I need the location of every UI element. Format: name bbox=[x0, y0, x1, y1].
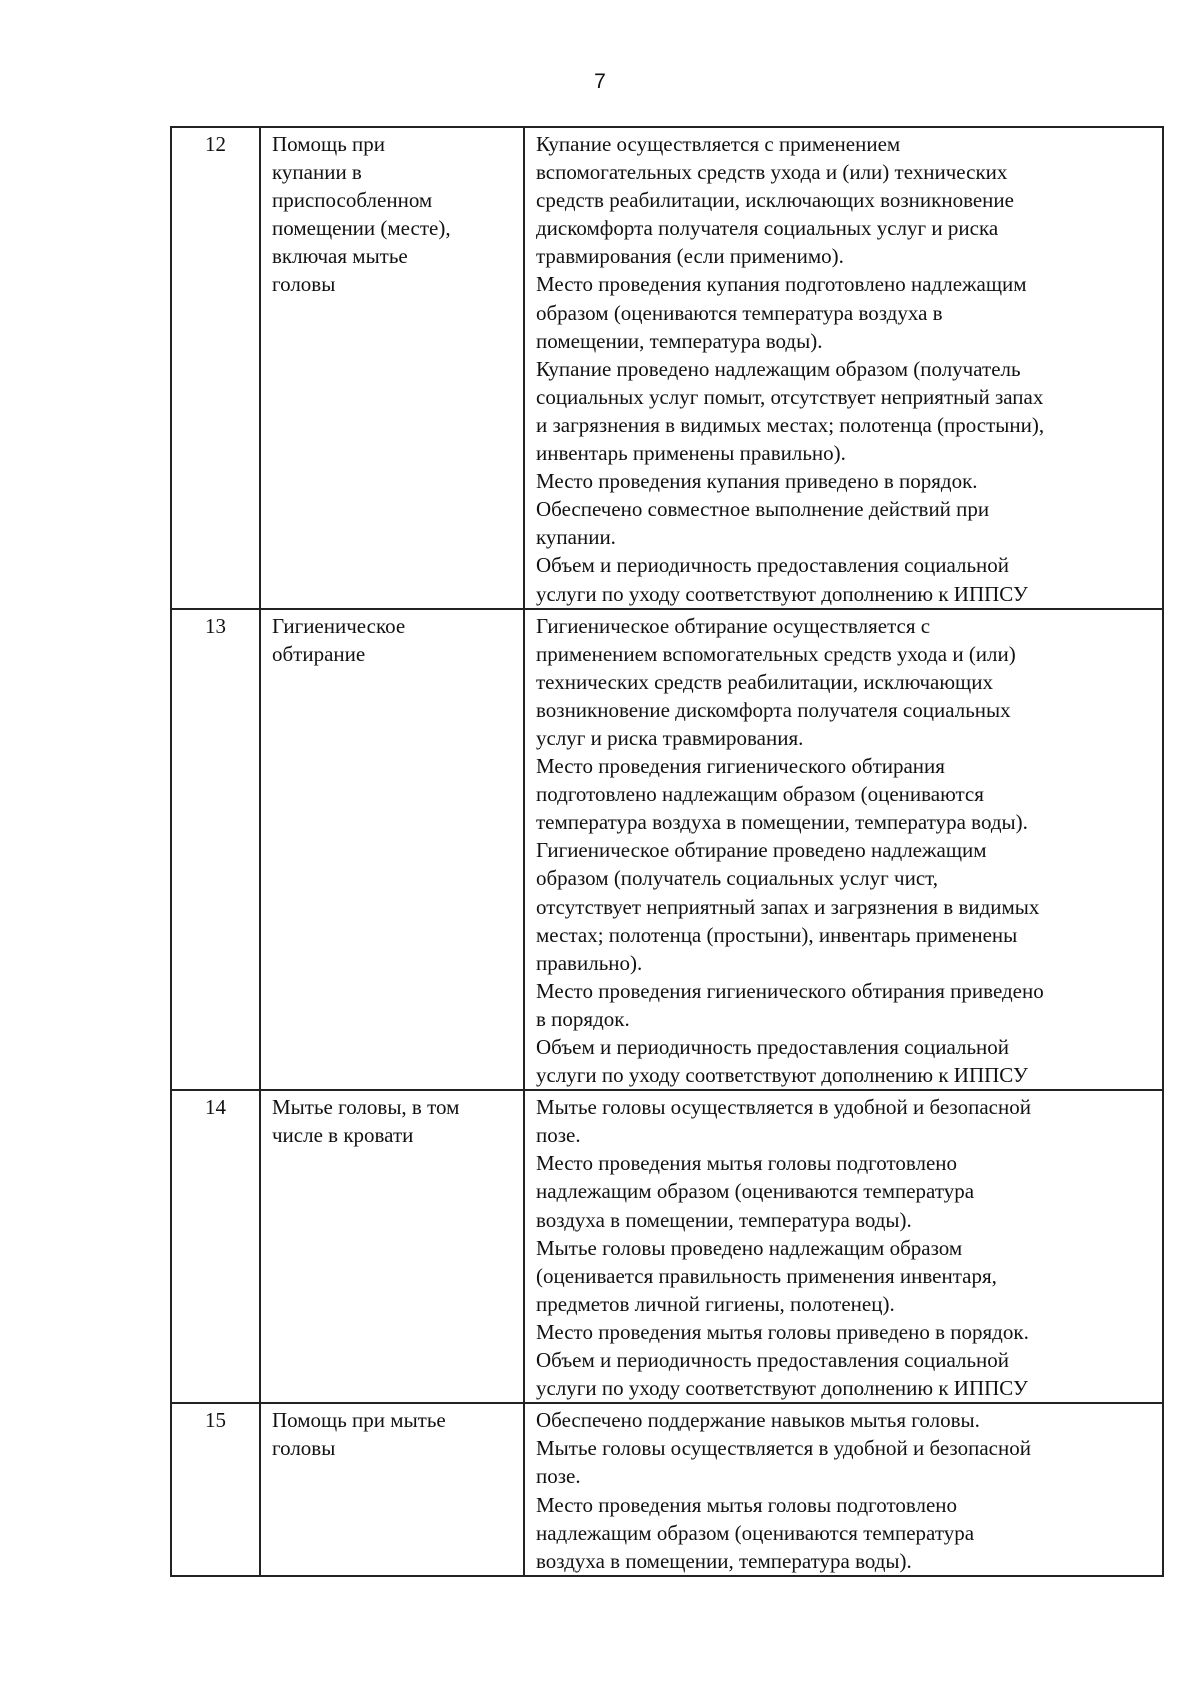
service-description-line: предметов личной гигиены, полотенец). bbox=[536, 1291, 895, 1316]
page-number: 7 bbox=[594, 70, 606, 93]
service-description-line: Место проведения мытья головы подготовлено bbox=[536, 1492, 958, 1517]
table-row bbox=[171, 1090, 1163, 1403]
service-description-line: применением вспомогательных средств ухода и (или) bbox=[536, 641, 1016, 666]
service-description-cell bbox=[524, 1090, 1163, 1403]
row-number-cell bbox=[171, 1090, 260, 1403]
service-name-line: включая мытье bbox=[272, 244, 408, 269]
service-name-cell bbox=[260, 127, 524, 609]
service-description-line: услуги по уходу соответствуют дополнению к ИППСУ bbox=[536, 1376, 1028, 1401]
service-name-line: помещении (месте), bbox=[272, 216, 451, 241]
service-description-line: Мытье головы осуществляется в удобной и безопасной bbox=[536, 1095, 1031, 1120]
service-description-line: образом (получатель социальных услуг чист, bbox=[536, 866, 938, 891]
service-description-line: Место проведения купания приведено в порядок. bbox=[536, 469, 978, 494]
service-description-line: Обеспечено поддержание навыков мытья головы. bbox=[536, 1408, 980, 1433]
service-description-line: температура воздуха в помещении, температура воды). bbox=[536, 810, 1028, 835]
service-description-line: подготовлено надлежащим образом (оцениваются bbox=[536, 782, 984, 807]
row-number-cell bbox=[171, 609, 260, 1091]
service-description-line: в порядок. bbox=[536, 1006, 630, 1031]
table-row bbox=[171, 609, 1163, 1091]
service-description-line: местах; полотенца (простыни), инвентарь применены bbox=[536, 922, 1018, 947]
service-description-line: образом (оцениваются температура воздуха в bbox=[536, 300, 943, 325]
service-description-line: Гигиеническое обтирание проведено надлежащим bbox=[536, 838, 987, 863]
service-name-cell bbox=[260, 1090, 524, 1403]
row-number: 13 bbox=[205, 613, 226, 638]
service-description-line: Место проведения мытья головы приведено в порядок. bbox=[536, 1319, 1029, 1344]
service-description-line: Место проведения мытья головы подготовлено bbox=[536, 1151, 958, 1176]
service-description-line: возникновение дискомфорта получателя социальных bbox=[536, 697, 1011, 722]
service-description-line: помещении, температура воды). bbox=[536, 328, 823, 353]
service-description-cell bbox=[524, 609, 1163, 1091]
service-description-line: отсутствует неприятный запах и загрязнения в видимых bbox=[536, 894, 1040, 919]
service-name-line: Гигиеническое bbox=[272, 613, 406, 638]
service-description-line: социальных услуг помыт, отсутствует неприятный запах bbox=[536, 384, 1044, 409]
service-description-line: Место проведения гигиенического обтирания приведено bbox=[536, 978, 1044, 1003]
service-description-line: Купание осуществляется с применением bbox=[536, 132, 901, 156]
services-table bbox=[170, 126, 1164, 1577]
service-name-line: обтирание bbox=[272, 641, 366, 666]
service-name-line: купании в bbox=[272, 160, 362, 185]
service-description-line: Место проведения гигиенического обтирания bbox=[536, 754, 945, 779]
service-description-cell bbox=[524, 1403, 1163, 1576]
service-description-line: Объем и периодичность предоставления социальной bbox=[536, 553, 1010, 578]
service-name-line: приспособленном bbox=[272, 188, 433, 213]
service-description-line: купании. bbox=[536, 525, 616, 550]
service-description-line: дискомфорта получателя социальных услуг и риска bbox=[536, 216, 999, 241]
service-description-line: позе. bbox=[536, 1123, 581, 1148]
service-description-line: средств реабилитации, исключающих возникновение bbox=[536, 188, 1014, 213]
service-name-line: головы bbox=[272, 272, 336, 297]
service-description-line: надлежащим образом (оцениваются температура bbox=[536, 1520, 975, 1545]
service-name-line: Помощь при мытье bbox=[272, 1408, 446, 1433]
service-name-line: Помощь при bbox=[272, 132, 386, 156]
service-description-line: правильно). bbox=[536, 950, 643, 975]
table-row bbox=[171, 127, 1163, 609]
service-description-line: услуги по уходу соответствуют дополнению к ИППСУ bbox=[536, 581, 1028, 606]
service-description-line: воздуха в помещении, температура воды). bbox=[536, 1548, 912, 1573]
service-description-line: Мытье головы осуществляется в удобной и безопасной bbox=[536, 1436, 1031, 1461]
service-description-line: позе. bbox=[536, 1464, 581, 1489]
service-description-line: вспомогательных средств ухода и (или) технических bbox=[536, 160, 1008, 185]
service-description-line: Место проведения купания подготовлено надлежащим bbox=[536, 272, 1027, 297]
service-description-cell bbox=[524, 127, 1163, 609]
service-description-line: Объем и периодичность предоставления социальной bbox=[536, 1348, 1010, 1373]
service-description-line: надлежащим образом (оцениваются температура bbox=[536, 1179, 975, 1204]
service-description-line: Мытье головы проведено надлежащим образом bbox=[536, 1235, 963, 1260]
table-row bbox=[171, 1403, 1163, 1576]
service-name-cell bbox=[260, 609, 524, 1091]
row-number: 12 bbox=[205, 132, 226, 156]
service-description-line: травмирования (если применимо). bbox=[536, 244, 844, 269]
service-description-line: Обеспечено совместное выполнение действий при bbox=[536, 497, 990, 522]
table-body bbox=[171, 127, 1163, 1576]
service-description-line: Гигиеническое обтирание осуществляется с bbox=[536, 613, 931, 638]
service-name-line: головы bbox=[272, 1436, 336, 1461]
service-description-line: технических средств реабилитации, исключающих bbox=[536, 669, 993, 694]
row-number: 14 bbox=[205, 1095, 226, 1120]
service-description-line: услуги по уходу соответствуют дополнению к ИППСУ bbox=[536, 1063, 1028, 1088]
row-number-cell bbox=[171, 1403, 260, 1576]
service-description-line: и загрязнения в видимых местах; полотенца (простыни), bbox=[536, 412, 1045, 437]
service-description-line: Купание проведено надлежащим образом (получатель bbox=[536, 356, 1021, 381]
service-name-cell bbox=[260, 1403, 524, 1576]
service-description-line: услуг и риска травмирования. bbox=[536, 725, 804, 750]
service-name-line: Мытье головы, в том bbox=[272, 1095, 460, 1120]
service-description-line: (оценивается правильность применения инвентаря, bbox=[536, 1263, 997, 1288]
service-name-line: числе в кровати bbox=[272, 1123, 414, 1148]
service-description-line: воздуха в помещении, температура воды). bbox=[536, 1207, 912, 1232]
service-description-line: инвентарь применены правильно). bbox=[536, 441, 846, 466]
row-number: 15 bbox=[205, 1408, 226, 1433]
service-description-line: Объем и периодичность предоставления социальной bbox=[536, 1035, 1010, 1059]
row-number-cell bbox=[171, 127, 260, 609]
